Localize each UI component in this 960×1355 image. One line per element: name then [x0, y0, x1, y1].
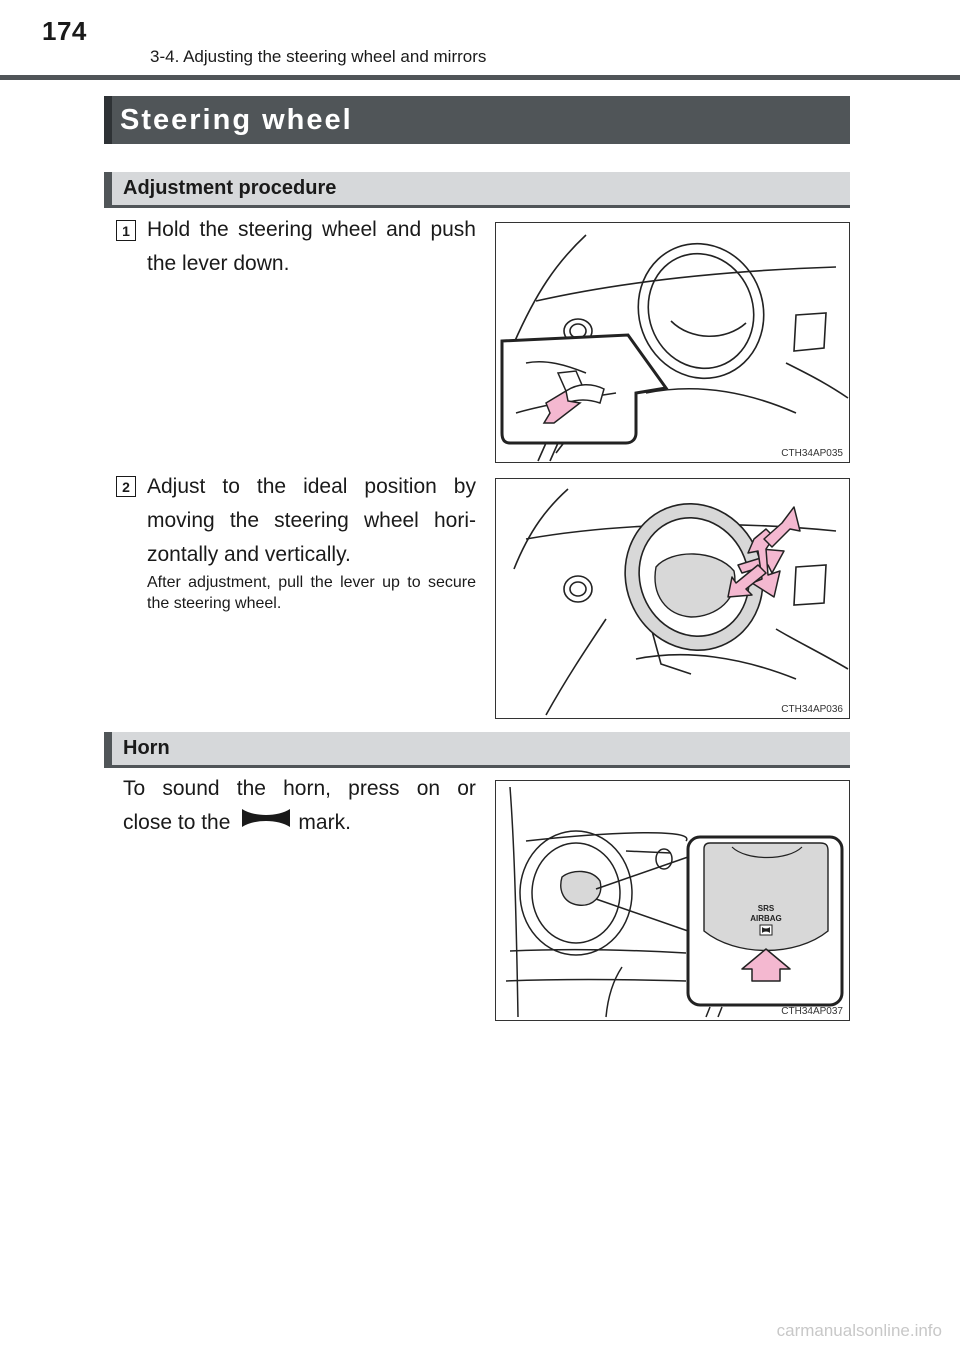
- figure-horn: [495, 780, 850, 1021]
- horn-word: press: [348, 777, 400, 800]
- horn-instruction-before: close to the: [123, 811, 231, 834]
- horn-word: or: [457, 777, 476, 800]
- sub-banner-accent: [104, 732, 112, 765]
- figure-wheel-adjust: [495, 478, 850, 719]
- horn-heading-banner: [104, 732, 850, 768]
- step-2-badge: 2: [116, 476, 136, 497]
- figure-code: CTH34AP037: [781, 1006, 843, 1017]
- horn-heading: Horn: [123, 737, 170, 759]
- sub-banner-accent: [104, 172, 112, 205]
- step-2-note: After adjustment, pull the lever up to secure the steering wheel.: [147, 574, 476, 612]
- section-banner-accent: [104, 96, 112, 144]
- adjustment-heading: Adjustment procedure: [123, 177, 337, 199]
- horn-instruction-line-1: [123, 772, 476, 806]
- page-number: 174: [42, 16, 87, 46]
- horn-illustration: [496, 781, 850, 1021]
- horn-word: on: [416, 777, 441, 800]
- step-2-text: Adjust to the ideal position by moving the steering wheel hori-zontally and vertically.: [147, 475, 476, 566]
- horn-icon: [240, 806, 292, 840]
- step-1-badge: 1: [116, 220, 136, 241]
- step-1-text: Hold the steering wheel and push the lever down.: [147, 218, 476, 275]
- adjustment-heading-banner: [104, 172, 850, 208]
- running-head: 3-4. Adjusting the steering wheel and mirrors: [150, 47, 487, 66]
- horn-word: the: [236, 777, 266, 800]
- airbag-label-airbag: AIRBAG: [750, 914, 782, 923]
- figure-code: CTH34AP036: [781, 704, 843, 715]
- section-banner: [104, 96, 850, 144]
- lever-illustration: [496, 223, 850, 463]
- figure-lever-release: [495, 222, 850, 463]
- watermark: carmanualsonline.info: [776, 1321, 942, 1340]
- horn-instruction: [123, 772, 476, 840]
- horn-instruction-line-2: [123, 806, 476, 840]
- horn-word: sound: [162, 777, 220, 800]
- figure-code: CTH34AP035: [781, 448, 843, 459]
- horn-word: horn,: [283, 777, 331, 800]
- header-rule: [0, 75, 960, 80]
- airbag-label-srs: SRS: [757, 904, 775, 913]
- section-title: Steering wheel: [120, 103, 353, 136]
- horn-word: To: [123, 777, 146, 800]
- wheel-adjust-illustration: [496, 479, 850, 719]
- horn-instruction-after: mark.: [298, 811, 351, 834]
